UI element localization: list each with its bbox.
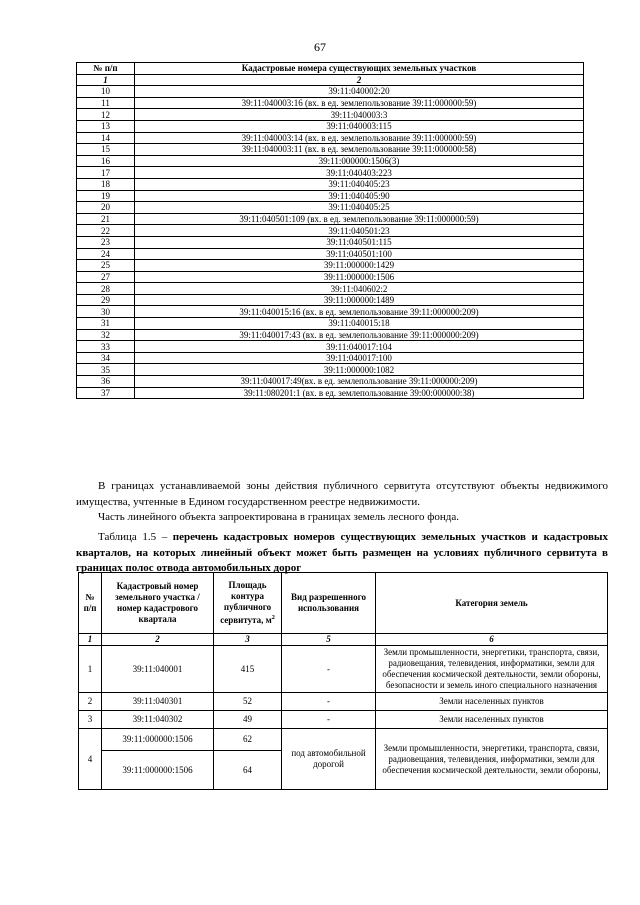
row-number: 29: [77, 294, 135, 306]
table-caption-title: перечень кадастровых номеров существующих земельных участков и кадастровых кварталов, на которых линейный объект может быть размещен на условиях публичного сервитута в границах полос отвода автомобильных дорог: [76, 531, 608, 574]
row-number: 25: [77, 260, 135, 272]
row-number: 34: [77, 352, 135, 364]
cadastral-number: 39:11:040017:49(вх. в ед. землепользование 39:11:000000:209): [135, 376, 584, 388]
row-number: 18: [77, 178, 135, 190]
row-number: 16: [77, 155, 135, 167]
row-number: 24: [77, 248, 135, 260]
cadastral-number: 39:11:040003:11 (вх. в ед. землепользование 39:11:000000:58): [135, 144, 584, 156]
cadastral-number: 39:11:040003:3: [135, 109, 584, 121]
page-number: 67: [314, 40, 326, 54]
permitted-use: под автомобильной дорогой: [282, 729, 376, 790]
table-row: [77, 109, 584, 121]
cadastral-number: 39:11:040003:16 (вх. в ед. землепользование 39:11:000000:59): [135, 97, 584, 109]
row-number: 28: [77, 283, 135, 295]
cadastral-number: 39:11:040501:115: [135, 236, 584, 248]
cadastral-number: 39:11:000000:1489: [135, 294, 584, 306]
row-number: 11: [77, 97, 135, 109]
cadastral-number: 39:11:040301: [102, 693, 214, 711]
table-row: [77, 213, 584, 225]
header-cadastral-numbers: Кадастровые номера существующих земельных участков: [135, 63, 584, 75]
row-number: 10: [77, 86, 135, 98]
header-area-superscript: 2: [271, 615, 275, 621]
cadastral-number: 39:11:000000:1506(3): [135, 155, 584, 167]
cadastral-number: 39:11:000000:1506: [135, 271, 584, 283]
column-index-row: [77, 74, 584, 86]
cadastral-number: 39:11:000000:1506: [102, 729, 214, 751]
header-cadastral: Кадастровый номер земельного участка / номер кадастрового квартала: [102, 573, 214, 634]
cadastral-numbers-body: [77, 86, 584, 399]
header-number: № п/п: [77, 63, 135, 75]
row-number: 13: [77, 120, 135, 132]
header-area-text: Площадь контура публичного сервитута, м: [220, 580, 272, 625]
column-index: 2: [102, 634, 214, 646]
column-index: 5: [282, 634, 376, 646]
row-number: 27: [77, 271, 135, 283]
cadastral-number: 39:11:080201:1 (вх. в ед. землепользование 39:00:000000:38): [135, 387, 584, 399]
column-index: 1: [79, 634, 102, 646]
cadastral-number: 39:11:040017:43 (вх. в ед. землепользование 39:11:000000:209): [135, 329, 584, 341]
permitted-use: -: [282, 646, 376, 693]
table-row: [77, 120, 584, 132]
table-row: [79, 646, 608, 693]
row-number: 22: [77, 225, 135, 237]
row-number: 14: [77, 132, 135, 144]
area-value: 64: [214, 751, 282, 790]
column-index: 6: [376, 634, 608, 646]
table-row: [77, 97, 584, 109]
row-number: 30: [77, 306, 135, 318]
table-row: [79, 729, 608, 751]
land-category: Земли населенных пунктов: [376, 693, 608, 711]
row-number: 17: [77, 167, 135, 179]
table-row: [77, 376, 584, 388]
table-row: [77, 144, 584, 156]
table-caption-prefix: Таблица 1.5 –: [98, 531, 173, 543]
table-caption: [76, 530, 608, 577]
header-number: № п/п: [79, 573, 102, 634]
area-value: 415: [214, 646, 282, 693]
table-row: [77, 283, 584, 295]
cadastral-number: 39:11:040405:23: [135, 178, 584, 190]
cadastral-number: 39:11:000000:1082: [135, 364, 584, 376]
table-row: [77, 341, 584, 353]
table-row: [77, 167, 584, 179]
table-row: [79, 693, 608, 711]
paragraph-forest-fund: Часть линейного объекта запроектирована в границах земель лесного фонда.: [98, 511, 459, 523]
row-number: 1: [79, 646, 102, 693]
permitted-use: -: [282, 711, 376, 729]
cadastral-number: 39:11:000000:1506: [102, 751, 214, 790]
cadastral-numbers-table: [76, 62, 584, 399]
land-category: Земли промышленности, энергетики, транспорта, связи, радиовещания, телевидения, информатики, земли для обеспечения космической деятельности, земли обороны,: [376, 729, 608, 790]
row-number: 15: [77, 144, 135, 156]
table-row: [77, 260, 584, 272]
table-row: [77, 329, 584, 341]
servitude-body: [79, 646, 608, 790]
header-area: [214, 573, 282, 634]
table-row: [77, 132, 584, 144]
table-row: [77, 178, 584, 190]
table-row: [77, 190, 584, 202]
row-number: 2: [79, 693, 102, 711]
cadastral-number: 39:11:040001: [102, 646, 214, 693]
cadastral-number: 39:11:040015:16 (вх. в ед. землепользование 39:11:000000:209): [135, 306, 584, 318]
area-value: 52: [214, 693, 282, 711]
cadastral-number: 39:11:040003:115: [135, 120, 584, 132]
paragraph-no-real-estate: В границах устанавливаемой зоны действия публичного сервитута отсутствуют объекты недвижимого имущества, учтенные в Едином государственном реестре недвижимости.: [76, 480, 608, 508]
land-category: Земли промышленности, энергетики, транспорта, связи, радиовещания, телевидения, информатики, земли для обеспечения космической деятельности, земли обороны, безопасности и земель иного специального назначения: [376, 646, 608, 693]
cadastral-number: 39:11:040602:2: [135, 283, 584, 295]
cadastral-number: 39:11:040017:100: [135, 352, 584, 364]
row-number: 20: [77, 202, 135, 214]
table-row: [77, 387, 584, 399]
row-number: 23: [77, 236, 135, 248]
table-row: [77, 364, 584, 376]
permitted-use: -: [282, 693, 376, 711]
column-index: 1: [77, 74, 135, 86]
header-permitted-use: Вид разрешенного использования: [282, 573, 376, 634]
table-row: [77, 225, 584, 237]
table-row: [77, 202, 584, 214]
cadastral-number: 39:11:040002:20: [135, 86, 584, 98]
cadastral-number: 39:11:040017:104: [135, 341, 584, 353]
column-index: 3: [214, 634, 282, 646]
row-number: 4: [79, 729, 102, 790]
row-number: 21: [77, 213, 135, 225]
table-row: [77, 248, 584, 260]
row-number: 12: [77, 109, 135, 121]
column-index-row: [79, 634, 608, 646]
cadastral-number: 39:11:040405:90: [135, 190, 584, 202]
table-row: [77, 352, 584, 364]
cadastral-number: 39:11:040501:109 (вх. в ед. землепользование 39:11:000000:59): [135, 213, 584, 225]
row-number: 31: [77, 318, 135, 330]
table-row: [79, 711, 608, 729]
row-number: 35: [77, 364, 135, 376]
land-category: Земли населенных пунктов: [376, 711, 608, 729]
column-index: 2: [135, 74, 584, 86]
table-row: [77, 306, 584, 318]
table-row: [77, 294, 584, 306]
cadastral-number: 39:11:040501:23: [135, 225, 584, 237]
table-row: [77, 86, 584, 98]
header-land-category: Категория земель: [376, 573, 608, 634]
cadastral-number: 39:11:040405:25: [135, 202, 584, 214]
row-number: 36: [77, 376, 135, 388]
row-number: 32: [77, 329, 135, 341]
servitude-table: [78, 572, 608, 790]
row-number: 37: [77, 387, 135, 399]
cadastral-number: 39:11:000000:1429: [135, 260, 584, 272]
cadastral-number: 39:11:040003:14 (вх. в ед. землепользование 39:11:000000:59): [135, 132, 584, 144]
table-row: [77, 318, 584, 330]
table-row: [77, 271, 584, 283]
row-number: 19: [77, 190, 135, 202]
table-row: [77, 236, 584, 248]
cadastral-number: 39:11:040501:100: [135, 248, 584, 260]
cadastral-number: 39:11:040302: [102, 711, 214, 729]
row-number: 3: [79, 711, 102, 729]
cadastral-number: 39:11:040403:223: [135, 167, 584, 179]
table-row: [77, 155, 584, 167]
table-header-row: [77, 63, 584, 75]
area-value: 62: [214, 729, 282, 751]
area-value: 49: [214, 711, 282, 729]
table-header-row: [79, 573, 608, 634]
row-number: 33: [77, 341, 135, 353]
cadastral-number: 39:11:040015:18: [135, 318, 584, 330]
